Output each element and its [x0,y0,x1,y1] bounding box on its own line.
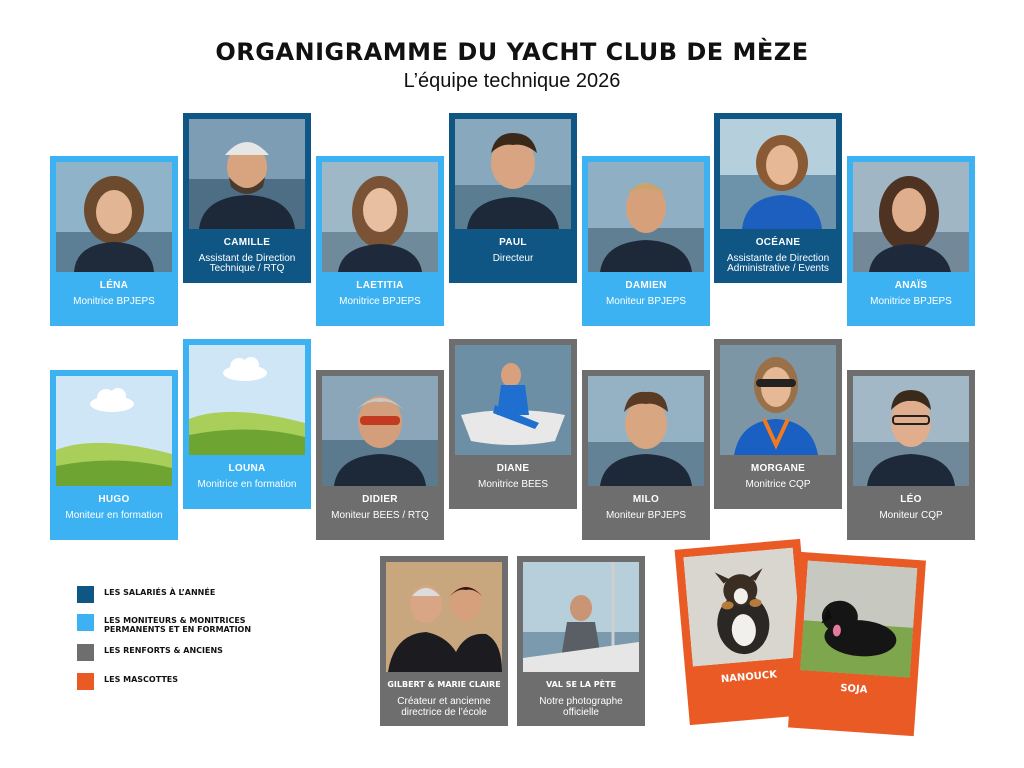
member-name: MILO [632,494,660,505]
member-role: Moniteur BEES / RTQ [331,510,429,521]
member-role: Monitrice BEES [477,479,549,490]
member-photo [853,162,969,272]
member-name: GILBERT & MARIE CLAIRE [387,680,501,689]
member-name: LAETITIA [356,280,404,291]
member-name: DIDIER [362,494,398,505]
member-card-diane[interactable] [449,339,577,509]
member-photo-placeholder [56,376,172,486]
member-card-lena[interactable] [50,156,178,326]
member-photo [588,162,704,272]
member-name: PAUL [499,237,527,248]
page-title: ORGANIGRAMME DU YACHT CLUB DE MÈZE [215,38,809,66]
legend-swatch [77,586,94,603]
member-photo [56,162,172,272]
member-photo [322,376,438,486]
member-card-leo[interactable] [847,370,975,540]
member-name: LOUNA [228,463,266,474]
mascot-name: SOJA [839,682,868,696]
member-photo [386,562,502,672]
member-name: VAL SE LA PÈTE [545,680,617,689]
legend-label: LES MONITEURS & MONITRICES PERMANENTS ET EN FORMATION [104,616,252,634]
member-photo [523,562,639,672]
member-card-louna[interactable] [183,339,311,509]
member-card-morgane[interactable] [714,339,842,509]
member-role: Monitrice en formation [197,479,297,490]
member-name: LÉO [900,494,922,505]
member-photo [189,119,305,229]
member-role: Monitrice BPJEPS [339,296,421,307]
member-role: Assistant de Direction Technique / RTQ [198,253,296,274]
member-role: Moniteur en formation [65,510,163,521]
member-role: Monitrice BPJEPS [73,296,155,307]
member-card-laetitia[interactable] [316,156,444,326]
member-name: LÉNA [99,280,129,291]
member-role: Moniteur BPJEPS [605,296,687,307]
legend-label: LES RENFORTS & ANCIENS [104,646,223,655]
member-photo [720,345,836,455]
page-subtitle: L’équipe technique 2026 [403,70,621,92]
mascot-name: NANOUCK [720,669,778,686]
member-name: CAMILLE [223,237,271,248]
member-role: Moniteur BPJEPS [605,510,687,521]
member-role: Directeur [492,253,534,264]
member-photo [853,376,969,486]
member-role: Monitrice CQP [745,479,811,490]
legend-swatch [77,614,94,631]
member-photo [455,119,571,229]
mascot-photo [800,560,917,677]
legend-swatch [77,644,94,661]
member-role: Monitrice BPJEPS [870,296,952,307]
member-role: Créateur et ancienne directrice de l’école [397,696,491,718]
member-name: DAMIEN [625,280,667,291]
member-name: HUGO [98,494,130,505]
member-card-milo[interactable] [582,370,710,540]
member-photo [455,345,571,455]
member-photo-placeholder [189,345,305,455]
member-card-damien[interactable] [582,156,710,326]
legend-label: LES MASCOTTES [104,675,179,684]
member-name: OCÉANE [755,237,801,248]
member-name: ANAÏS [894,280,928,291]
member-card-camille[interactable] [183,113,311,283]
member-role: Assistante de Direction Administrative / Events [726,253,830,274]
member-role: Moniteur CQP [879,510,943,521]
legend-label: LES SALARIÉS À L’ANNÉE [104,588,216,597]
member-name: DIANE [496,463,530,474]
mascot-card-soja[interactable] [788,552,926,736]
member-photo [720,119,836,229]
mascot-photo [683,548,802,667]
legend-swatch [77,673,94,690]
member-card-anais[interactable] [847,156,975,326]
member-photo [322,162,438,272]
member-card-gilbert-marie-claire[interactable] [380,556,508,726]
member-card-hugo[interactable] [50,370,178,540]
member-name: MORGANE [750,463,806,474]
member-card-oceane[interactable] [714,113,842,283]
member-card-val-se-la-pete[interactable] [517,556,645,726]
member-role: Notre photographe officielle [539,696,623,718]
member-card-didier[interactable] [316,370,444,540]
member-photo [588,376,704,486]
member-card-paul[interactable] [449,113,577,283]
